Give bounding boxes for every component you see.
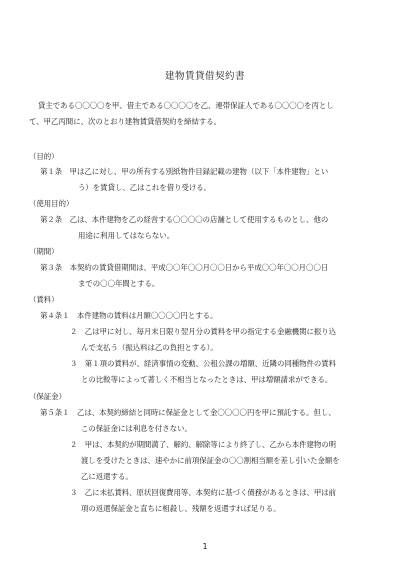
article-line: との比較等によって著しく不相当となったときは、甲は増額請求ができる。 xyxy=(81,375,333,384)
article-line: ３ 第１項の賃料が、経済事情の変動、公租公課の増額、近隣の同種物件の賃料 xyxy=(70,359,337,368)
article-line: 乙に返還する。 xyxy=(81,472,133,481)
article-line: この保証金には利息を付さない。 xyxy=(81,424,192,433)
article-line: ２ 乙は甲に対し、毎月末日限り翌月分の賃料を甲の指定する金融機関に振り込 xyxy=(70,327,337,336)
article-line: 第１条 甲は乙に対し、甲の所有する別紙物件目録記載の建物（以下「本件建物」とい xyxy=(40,167,329,176)
article-line: う）を賃貸し、乙はこれを借り受ける。 xyxy=(78,183,212,192)
section-heading: （賃料） xyxy=(29,295,59,304)
section-heading: （目的） xyxy=(29,152,59,161)
section-heading: （期間） xyxy=(29,247,59,256)
article-line: ２ 甲は、本契約が期間満了、解約、解除等により終了し、乙から本件建物の明 xyxy=(70,440,337,449)
article-line: 第４条１ 本件建物の賃料は月額〇〇〇〇円とする。 xyxy=(40,311,218,320)
article-line: 第２条 乙は、本件建物を乙の経営する〇〇〇〇の店舗として使用するものとし、他の xyxy=(40,215,329,224)
document-title: 建物賃貸借契約書 xyxy=(164,71,245,82)
article-line: 項の返還保証金と直ちに相殺し、残額を返還すれば足りる。 xyxy=(81,504,281,513)
preamble-line: 貸主である〇〇〇〇を甲、借主である〇〇〇〇を乙、連帯保証人である〇〇〇〇を丙とし xyxy=(38,101,334,110)
article-line: までの〇〇年間とする。 xyxy=(78,279,160,288)
section-heading: （保証金） xyxy=(29,392,66,401)
article-line: 第５条１ 乙は、本契約締結と同時に保証金として金〇〇〇〇円を甲に預託する。但し、 xyxy=(40,408,336,417)
article-line: 渡しを受けたときは、速やかに前項保証金の〇〇割相当額を差し引いた金額を xyxy=(81,456,340,465)
article-line: ３ 乙に未払賃料、原状回復費用等、本契約に基づく債務があるときは、甲は前 xyxy=(70,488,337,497)
article-line: 用途に利用してはならない。 xyxy=(78,231,175,240)
page-number: 1 xyxy=(202,542,208,551)
article-line: 第３条 本契約の賃貸借期間は、平成〇〇年〇〇月〇〇日から平成〇〇年〇〇月〇〇日 xyxy=(40,263,329,272)
article-line: んで支払う（振込料は乙の負担とする）。 xyxy=(81,343,218,352)
section-heading: （使用目的） xyxy=(29,199,74,208)
preamble-line: て、甲乙丙間に、次のとおり建物賃貸借契約を締結する。 xyxy=(29,117,222,126)
